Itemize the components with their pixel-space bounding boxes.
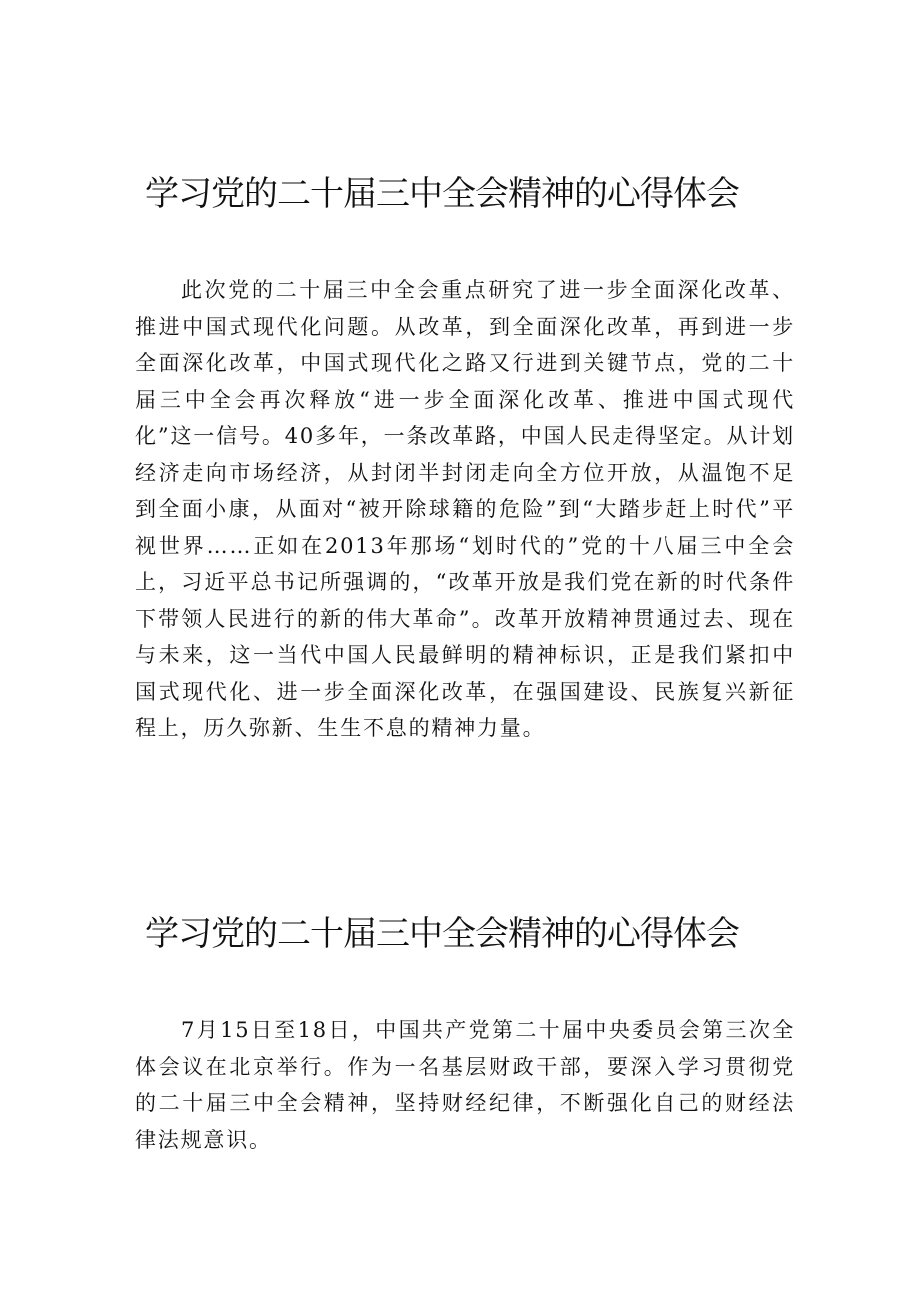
section-paragraph-2: 7月15日至18日，中国共产党第二十届中央委员会第三次全体会议在北京举行。作为一名基层财政干部，要深入学习贯彻党的二十届三中全会精神，坚持财经纪律，不断强化自己的财经法律法规意识。 xyxy=(135,1018,795,1152)
section-title-2: 学习党的二十届三中全会精神的心得体会 xyxy=(145,914,739,954)
section-title-1: 学习党的二十届三中全会精神的心得体会 xyxy=(145,174,739,214)
section-paragraph-1: 此次党的二十届三中全会重点研究了进一步全面深化改革、推进中国式现代化问题。从改革，到全面深化改革，再到进一步全面深化改革，中国式现代化之路又行进到关键节点，党的二十届三中全会再次释放“进一步全面深化改革、推进中国式现代化”这一信号。40多年，一条改革路，中国人民走得坚定。从计划经济走向市场经济，从封闭半封闭走向全方位开放，从温饱不足到全面小康，从面对“被开除球籍的危险”到“大踏步赶上时代”平视世界……正如在2013年那场“划时代的”党的十八届三中全会上，习近平总书记所强调的，“改革开放是我们党在新的时代条件下带领人民进行的新的伟大革命”。改革开放精神贯通过去、现在与未来，这一当代中国人民最鲜明的精神标识，正是我们紧扣中国式现代化、进一步全面深化改革，在强国建设、民族复兴新征程上，历久弥新、生生不息的精神力量。 xyxy=(135,278,795,740)
